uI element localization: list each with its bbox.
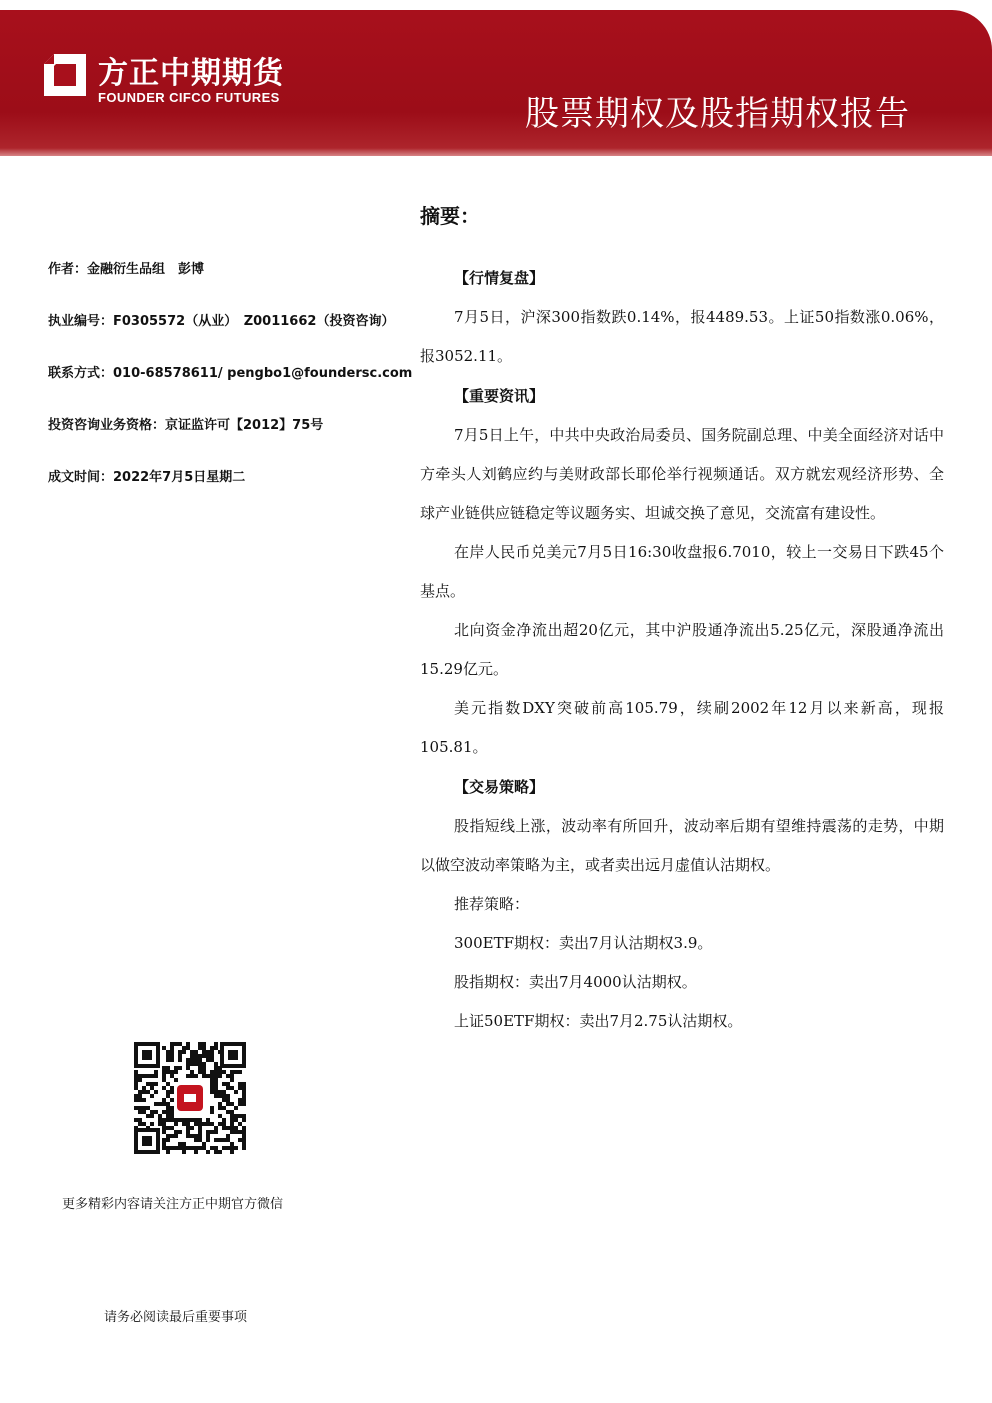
author-meta	[48, 258, 413, 518]
license-number-line: 执业编号：F0305572（从业） Z0011662（投资咨询）	[48, 314, 395, 329]
paragraph: 7月5日，沪深300指数跌0.14%，报4489.53。上证50指数涨0.06%，报3052.11。	[420, 308, 944, 365]
summary-title: 摘要：	[420, 204, 480, 228]
paragraph: 300ETF期权：卖出7月认沽期权3.9。	[454, 934, 713, 952]
paragraph: 美元指数DXY突破前高105.79，续刷2002年12月以来新高，现报105.81。	[420, 699, 944, 756]
paragraph: 推荐策略：	[454, 895, 530, 913]
brand-name-cn: 方正中期期货	[98, 56, 284, 91]
qr-caption: 更多精彩内容请关注方正中期官方微信	[62, 1197, 284, 1212]
date-line: 成文时间：2022年7月5日星期二	[48, 470, 246, 485]
section-heading-key-news: 【重要资讯】	[454, 387, 545, 405]
founder-logo-icon	[40, 50, 90, 100]
brand-name-en: FOUNDER CIFCO FUTURES	[98, 90, 280, 105]
report-header-banner	[0, 10, 992, 156]
report-title: 股票期权及股指期权报告	[525, 94, 910, 134]
paragraph: 7月5日上午，中共中央政治局委员、国务院副总理、中美全面经济对话中方牵头人刘鹤应约与美财政部长耶伦举行视频通话。双方就宏观经济形势、全球产业链供应链稳定等议题务实、坦诚交换了意见，交流富有建设性。	[420, 426, 944, 522]
paragraph: 在岸人民币兑美元7月5日16:30收盘报6.7010，较上一交易日下跌45个基点。	[420, 543, 944, 600]
section-heading-market-review: 【行情复盘】	[454, 269, 545, 287]
paragraph: 股指期权：卖出7月4000认沽期权。	[454, 973, 697, 991]
banner-highlight	[0, 148, 992, 156]
paragraph: 北向资金净流出超20亿元，其中沪股通净流出5.25亿元，深股通净流出15.29亿元。	[420, 621, 944, 678]
author-line: 作者：金融衍生品组 彭博	[48, 262, 205, 277]
footer-note: 请务必阅读最后重要事项	[104, 1310, 248, 1325]
wechat-qr-code-icon	[134, 1042, 246, 1154]
qualification-line: 投资咨询业务资格：京证监许可【2012】75号	[48, 418, 324, 433]
paragraph: 股指短线上涨，波动率有所回升，波动率后期有望维持震荡的走势，中期以做空波动率策略为主，或者卖出远月虚值认沽期权。	[420, 817, 944, 874]
summary-content	[420, 258, 944, 1041]
section-heading-trading-strategy: 【交易策略】	[454, 778, 545, 796]
contact-line: 联系方式：010-68578611/ pengbo1@foundersc.com	[48, 366, 413, 381]
paragraph: 上证50ETF期权：卖出7月2.75认沽期权。	[454, 1012, 743, 1030]
